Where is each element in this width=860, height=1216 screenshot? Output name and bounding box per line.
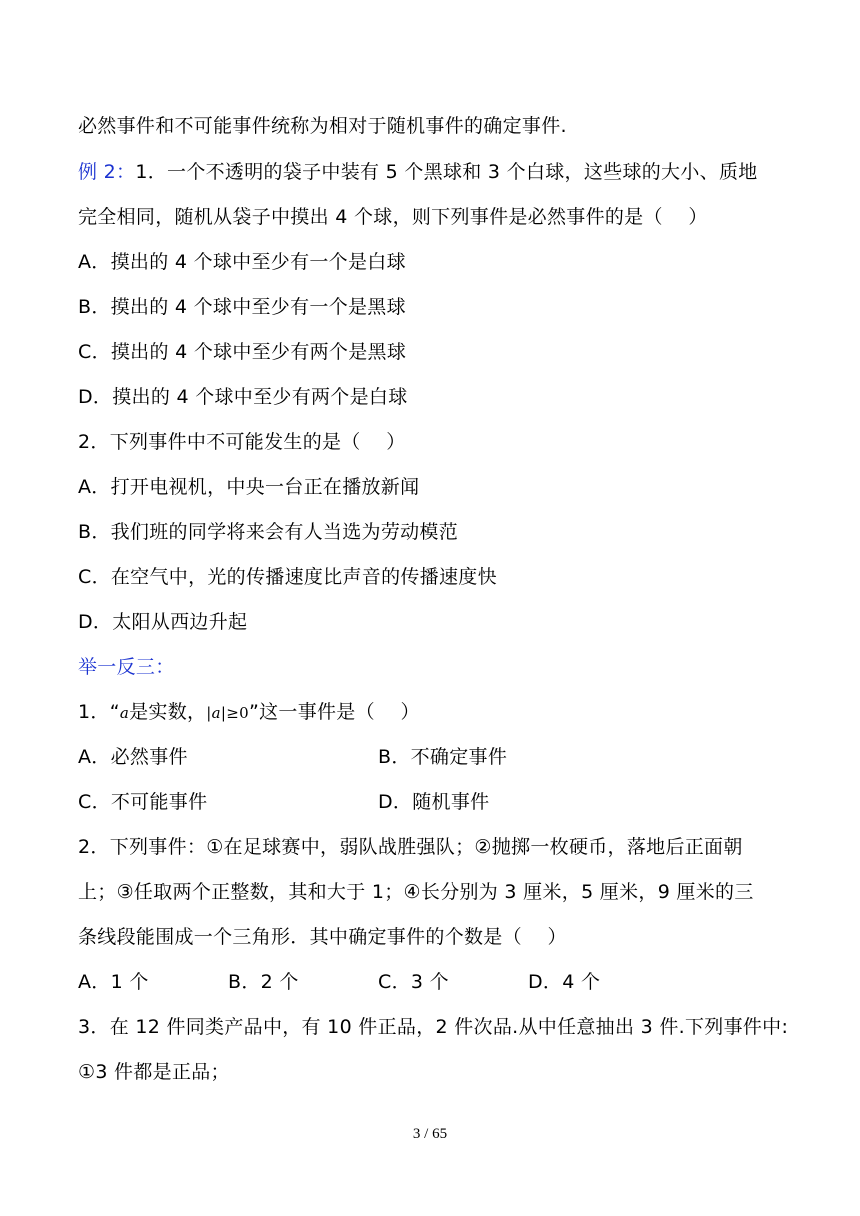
practice2-line1: 2．下列事件：①在足球赛中，弱队战胜强队；②抛掷一枚硬币，落地后正面朝 xyxy=(78,836,743,858)
math-variable-a: a xyxy=(119,704,130,722)
practice2-line3: 条线段能围成一个三角形．其中确定事件的个数是（ ） xyxy=(78,926,567,948)
example2-question1-line2: 完全相同，随机从袋子中摸出 4 个球，则下列事件是必然事件的是（ ） xyxy=(78,206,708,228)
p2-option-b: B．2 个 xyxy=(228,971,299,993)
intro-paragraph: 必然事件和不可能事件统称为相对于随机事件的确定事件. xyxy=(78,115,567,137)
math-abs-a: |a| xyxy=(206,704,227,722)
math-geq-zero: ≥0 xyxy=(226,704,249,722)
p1-option-c: C．不可能事件 xyxy=(78,791,208,813)
p2-option-d: D．4 个 xyxy=(528,971,601,993)
stem-suffix: ”这一事件是（ ） xyxy=(248,701,420,723)
q2-option-d: D．太阳从西边升起 xyxy=(78,611,248,633)
example2-question1-line1 xyxy=(78,158,758,186)
example2-question2-stem: 2．下列事件中不可能发生的是（ ） xyxy=(78,431,406,453)
q1-option-a: A．摸出的 4 个球中至少有一个是白球 xyxy=(78,251,406,273)
page-number: 3 / 65 xyxy=(412,1126,448,1142)
q2-option-c: C．在空气中，光的传播速度比声音的传播速度快 xyxy=(78,566,497,588)
q1-option-b: B．摸出的 4 个球中至少有一个是黑球 xyxy=(78,296,406,318)
p2-option-c: C．3 个 xyxy=(378,971,449,993)
stem-prefix: 1．“ xyxy=(78,701,120,723)
practice1-stem xyxy=(78,698,420,727)
q2-option-a: A．打开电视机，中央一台正在播放新闻 xyxy=(78,476,420,498)
stem-mid: 是实数， xyxy=(129,701,207,723)
question-text: 1．一个不透明的袋子中装有 5 个黑球和 3 个白球，这些球的大小、质地 xyxy=(135,161,758,183)
q2-option-b: B．我们班的同学将来会有人当选为劳动模范 xyxy=(78,521,459,543)
practice2-line2: 上；③任取两个正整数，其和大于 1；④长分别为 3 厘米，5 厘米，9 厘米的三 xyxy=(78,881,754,903)
practice3-line2: ①3 件都是正品； xyxy=(78,1061,230,1083)
practice-heading: 举一反三： xyxy=(78,656,175,678)
p1-option-d: D．随机事件 xyxy=(378,791,490,813)
practice3-line1: 3．在 12 件同类产品中，有 10 件正品，2 件次品.从中任意抽出 3 件.下列事件中: xyxy=(78,1016,789,1038)
p2-option-a: A．1 个 xyxy=(78,971,149,993)
p1-option-b: B．不确定事件 xyxy=(378,746,508,768)
example-label: 例 2： xyxy=(78,161,136,183)
q1-option-d: D．摸出的 4 个球中至少有两个是白球 xyxy=(78,386,408,408)
p1-option-a: A．必然事件 xyxy=(78,746,188,768)
q1-option-c: C．摸出的 4 个球中至少有两个是黑球 xyxy=(78,341,407,363)
